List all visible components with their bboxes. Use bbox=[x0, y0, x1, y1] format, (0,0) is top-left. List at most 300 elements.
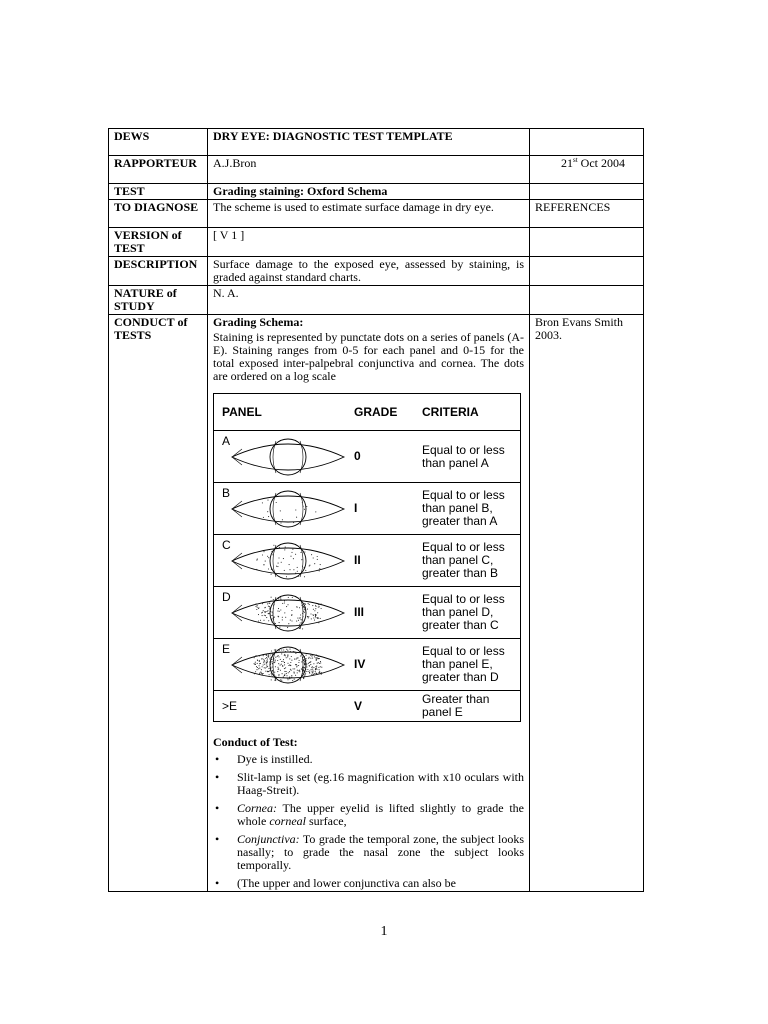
stain-dot bbox=[273, 674, 274, 675]
stain-dot bbox=[291, 675, 292, 676]
grading-row-b bbox=[214, 483, 520, 535]
stain-dot bbox=[318, 662, 319, 663]
stain-dot bbox=[304, 609, 305, 610]
stain-dot bbox=[315, 657, 316, 658]
stain-dot bbox=[302, 670, 303, 671]
stain-dot bbox=[315, 605, 316, 606]
stain-dot bbox=[271, 619, 272, 620]
stain-dot bbox=[286, 606, 287, 607]
stain-dot bbox=[303, 677, 304, 678]
stain-dot bbox=[304, 664, 305, 665]
stain-dot bbox=[264, 611, 265, 612]
stain-dot bbox=[254, 663, 255, 664]
stain-dot bbox=[268, 655, 269, 656]
stain-dot bbox=[305, 669, 306, 670]
stain-dot bbox=[255, 655, 256, 656]
references-label: REFERENCES bbox=[530, 200, 644, 228]
stain-dot bbox=[278, 656, 279, 657]
stain-dot bbox=[279, 611, 280, 612]
stain-dot bbox=[279, 547, 280, 548]
stain-dot bbox=[321, 667, 322, 668]
stain-dot bbox=[289, 649, 290, 650]
stain-dot bbox=[302, 549, 303, 550]
grade-value: IV bbox=[354, 657, 366, 671]
stain-dot bbox=[308, 658, 309, 659]
stain-dot bbox=[269, 670, 270, 671]
stain-dot bbox=[298, 670, 299, 671]
stain-dot bbox=[314, 673, 315, 674]
stain-dot bbox=[303, 672, 304, 673]
stain-dot bbox=[301, 619, 302, 620]
stain-dot bbox=[271, 569, 272, 570]
stain-dot bbox=[310, 661, 311, 662]
stain-dot bbox=[275, 657, 276, 658]
stain-dot bbox=[291, 620, 292, 621]
stain-dot bbox=[319, 570, 320, 571]
stain-dot bbox=[297, 571, 298, 572]
stain-dot bbox=[287, 655, 288, 656]
stain-dot bbox=[312, 655, 313, 656]
stain-dot bbox=[255, 671, 256, 672]
stain-dot bbox=[274, 604, 275, 605]
stain-dot bbox=[304, 656, 305, 657]
stain-dot bbox=[284, 549, 285, 550]
stain-dot bbox=[295, 554, 296, 555]
stain-dot bbox=[289, 664, 290, 665]
stain-dot bbox=[268, 568, 269, 569]
stain-dot bbox=[302, 566, 303, 567]
stain-dot bbox=[289, 569, 290, 570]
stain-dot bbox=[272, 653, 273, 654]
stain-dot bbox=[258, 620, 259, 621]
stain-dot bbox=[297, 670, 298, 671]
stain-dot bbox=[303, 668, 304, 669]
stain-dot bbox=[272, 667, 273, 668]
stain-dot bbox=[293, 522, 294, 523]
stain-dot bbox=[299, 624, 300, 625]
stain-dot bbox=[311, 669, 312, 670]
stain-dot bbox=[286, 657, 287, 658]
stain-dot bbox=[320, 661, 321, 662]
stain-dot bbox=[293, 651, 294, 652]
stain-dot bbox=[273, 658, 274, 659]
stain-dot bbox=[267, 661, 268, 662]
stain-dot bbox=[284, 662, 285, 663]
stain-dot bbox=[298, 620, 299, 621]
stain-dot bbox=[262, 502, 263, 503]
stain-dot bbox=[318, 622, 319, 623]
stain-dot bbox=[280, 522, 281, 523]
stain-dot bbox=[315, 511, 316, 512]
stain-dot bbox=[313, 671, 314, 672]
stain-dot bbox=[290, 651, 291, 652]
stain-dot bbox=[305, 660, 306, 661]
criteria-text: Equal to or less than panel D, greater than C bbox=[422, 592, 505, 632]
stain-dot bbox=[259, 674, 260, 675]
test-label: TEST bbox=[109, 184, 208, 200]
stain-dot bbox=[267, 500, 268, 501]
stain-dot bbox=[296, 666, 297, 667]
stain-dot bbox=[258, 607, 259, 608]
stain-dot bbox=[320, 564, 321, 565]
stain-dot bbox=[257, 605, 258, 606]
list-item: • Conjunctiva: To grade the temporal zone, the subject looks nasally; to grade the nasal zone the subject looks temporally. bbox=[237, 833, 524, 872]
stain-dot bbox=[278, 608, 279, 609]
stain-dot bbox=[299, 671, 300, 672]
stain-dot bbox=[271, 574, 272, 575]
stain-dot bbox=[302, 607, 303, 608]
stain-dot bbox=[275, 547, 276, 548]
stain-dot bbox=[285, 546, 286, 547]
stain-dot bbox=[309, 657, 310, 658]
stain-dot bbox=[256, 569, 257, 570]
stain-dot bbox=[279, 650, 280, 651]
stain-dot bbox=[315, 615, 316, 616]
stain-dot bbox=[287, 663, 288, 664]
stain-dot bbox=[299, 628, 300, 629]
stain-dot bbox=[257, 559, 258, 560]
criteria-text: Equal to or less than panel B, greater than A bbox=[422, 488, 505, 528]
stain-dot bbox=[266, 617, 267, 618]
stain-dot bbox=[263, 610, 264, 611]
grading-row-d bbox=[214, 587, 520, 639]
stain-dot bbox=[289, 564, 290, 565]
stain-dot bbox=[280, 597, 281, 598]
stain-dot bbox=[263, 662, 264, 663]
stain-dot bbox=[304, 603, 305, 604]
stain-dot bbox=[306, 655, 307, 656]
stain-dot bbox=[318, 618, 319, 619]
empty-cell bbox=[530, 257, 644, 286]
stain-dot bbox=[307, 616, 308, 617]
stain-dot bbox=[268, 654, 269, 655]
stain-dot bbox=[296, 606, 297, 607]
stain-dot bbox=[277, 652, 278, 653]
stain-dot bbox=[314, 563, 315, 564]
grading-row-beyond-e bbox=[214, 691, 520, 721]
stain-dot bbox=[281, 661, 282, 662]
stain-dot bbox=[257, 607, 258, 608]
conduct-of-test-title: Conduct of Test: bbox=[213, 735, 298, 749]
stain-dot bbox=[315, 606, 316, 607]
stain-dot bbox=[280, 665, 281, 666]
stain-dot bbox=[299, 607, 300, 608]
stain-dot bbox=[275, 676, 276, 677]
empty-cell bbox=[530, 184, 644, 200]
stain-dot bbox=[290, 556, 291, 557]
stain-dot bbox=[289, 677, 290, 678]
stain-dot bbox=[273, 659, 274, 660]
grade-value: II bbox=[354, 553, 361, 567]
stain-dot bbox=[290, 662, 291, 663]
stain-dot bbox=[291, 660, 292, 661]
stain-dot bbox=[284, 654, 285, 655]
stain-dot bbox=[289, 671, 290, 672]
stain-dot bbox=[279, 622, 280, 623]
stain-dot bbox=[294, 679, 295, 680]
stain-dot bbox=[257, 659, 258, 660]
stain-dot bbox=[288, 597, 289, 598]
stain-dot bbox=[271, 679, 272, 680]
stain-dot bbox=[286, 600, 287, 601]
stain-dot bbox=[294, 673, 295, 674]
stain-dot bbox=[271, 674, 272, 675]
stain-dot bbox=[300, 622, 301, 623]
stain-dot bbox=[309, 670, 310, 671]
stain-dot bbox=[272, 670, 273, 671]
stain-dot bbox=[280, 679, 281, 680]
stain-dot bbox=[315, 617, 316, 618]
stain-dot bbox=[294, 659, 295, 660]
stain-dot bbox=[255, 664, 256, 665]
stain-dot bbox=[255, 606, 256, 607]
stain-dot bbox=[312, 605, 313, 606]
stain-dot bbox=[267, 603, 268, 604]
stain-dot bbox=[280, 609, 281, 610]
stain-dot bbox=[263, 620, 264, 621]
stain-dot bbox=[306, 663, 307, 664]
stain-dot bbox=[275, 623, 276, 624]
stain-dot bbox=[313, 667, 314, 668]
test-value: Grading staining: Oxford Schema bbox=[208, 184, 530, 200]
stain-dot bbox=[275, 660, 276, 661]
stain-dot bbox=[263, 655, 264, 656]
stain-dot bbox=[263, 564, 264, 565]
list-item: • (The upper and lower conjunctiva can also be bbox=[237, 877, 524, 890]
stain-dot bbox=[284, 602, 285, 603]
stain-dot bbox=[313, 557, 314, 558]
stain-dot bbox=[294, 651, 295, 652]
stain-dot bbox=[300, 617, 301, 618]
stain-dot bbox=[303, 660, 304, 661]
stain-dot bbox=[302, 657, 303, 658]
stain-dot bbox=[304, 567, 305, 568]
stain-dot bbox=[262, 554, 263, 555]
stain-dot bbox=[291, 670, 292, 671]
stain-dot bbox=[304, 675, 305, 676]
stain-dot bbox=[286, 675, 287, 676]
stain-dot bbox=[282, 603, 283, 604]
stain-dot bbox=[319, 568, 320, 569]
stain-dot bbox=[319, 663, 320, 664]
stain-dot bbox=[284, 664, 285, 665]
stain-dot bbox=[269, 658, 270, 659]
stain-dot bbox=[293, 569, 294, 570]
conduct-label: CONDUCT of TESTS bbox=[109, 315, 208, 892]
stain-dot bbox=[305, 570, 306, 571]
stain-dot bbox=[311, 667, 312, 668]
stain-dot bbox=[303, 606, 304, 607]
stain-dot bbox=[272, 655, 273, 656]
stain-dot bbox=[317, 559, 318, 560]
stain-dot bbox=[278, 663, 279, 664]
stain-dot bbox=[311, 618, 312, 619]
stain-dot bbox=[258, 668, 259, 669]
version-value: [ V 1 ] bbox=[208, 228, 530, 257]
list-item: • Dye is instilled. bbox=[237, 753, 524, 766]
stain-dot bbox=[276, 566, 277, 567]
stain-dot bbox=[265, 607, 266, 608]
stain-dot bbox=[263, 673, 264, 674]
stain-dot bbox=[304, 509, 305, 510]
stain-dot bbox=[269, 661, 270, 662]
stain-dot bbox=[290, 620, 291, 621]
stain-dot bbox=[265, 561, 266, 562]
stain-dot bbox=[293, 668, 294, 669]
stain-dot bbox=[303, 616, 304, 617]
stain-dot bbox=[303, 506, 304, 507]
stain-dot bbox=[268, 606, 269, 607]
stain-dot bbox=[304, 663, 305, 664]
stain-dot bbox=[298, 576, 299, 577]
stain-dot bbox=[265, 671, 266, 672]
stain-dot bbox=[319, 672, 320, 673]
stain-dot bbox=[283, 558, 284, 559]
stain-dot bbox=[290, 669, 291, 670]
stain-dot bbox=[299, 660, 300, 661]
schema-text: Staining is represented by punctate dots on a series of panels (A-E). Staining ranges from 0-5 for each panel and 0-15 for the total exposed inter-palpebral conjunctiva and cornea. The dots are ordered on a log scale bbox=[213, 330, 524, 383]
stain-dot bbox=[307, 669, 308, 670]
stain-dot bbox=[281, 680, 282, 681]
stain-dot bbox=[315, 614, 316, 615]
stain-dot bbox=[317, 556, 318, 557]
stain-dot bbox=[318, 658, 319, 659]
stain-dot bbox=[315, 673, 316, 674]
stain-dot bbox=[283, 659, 284, 660]
stain-dot bbox=[284, 668, 285, 669]
eye-diagram-d bbox=[228, 593, 348, 633]
grade-value: III bbox=[354, 605, 365, 619]
stain-dot bbox=[285, 617, 286, 618]
criteria-text: Equal to or less than panel C, greater than B bbox=[422, 540, 505, 580]
stain-dot bbox=[274, 649, 275, 650]
stain-dot bbox=[278, 674, 279, 675]
stain-dot bbox=[309, 604, 310, 605]
stain-dot bbox=[284, 671, 285, 672]
empty-cell bbox=[530, 228, 644, 257]
stain-dot bbox=[268, 620, 269, 621]
stain-dot bbox=[271, 621, 272, 622]
stain-dot bbox=[304, 576, 305, 577]
stain-dot bbox=[259, 660, 260, 661]
conduct-content bbox=[208, 315, 530, 892]
page-number: 1 bbox=[380, 924, 388, 939]
stain-dot bbox=[282, 519, 283, 520]
stain-dot bbox=[278, 616, 279, 617]
stain-dot bbox=[288, 623, 289, 624]
stain-dot bbox=[268, 516, 269, 517]
stain-dot bbox=[277, 667, 278, 668]
stain-dot bbox=[271, 661, 272, 662]
stain-dot bbox=[283, 661, 284, 662]
stain-dot bbox=[277, 566, 278, 567]
stain-dot bbox=[264, 664, 265, 665]
eye-diagram-e bbox=[228, 645, 348, 685]
stain-dot bbox=[287, 627, 288, 628]
stain-dot bbox=[273, 618, 274, 619]
stain-dot bbox=[274, 672, 275, 673]
stain-dot bbox=[262, 603, 263, 604]
description-value: Surface damage to the exposed eye, assessed by staining, is graded against standard charts. bbox=[208, 257, 530, 286]
stain-dot bbox=[306, 506, 307, 507]
stain-dot bbox=[259, 668, 260, 669]
stain-dot bbox=[296, 658, 297, 659]
stain-dot bbox=[306, 671, 307, 672]
stain-dot bbox=[259, 672, 260, 673]
stain-dot bbox=[317, 655, 318, 656]
stain-dot bbox=[268, 557, 269, 558]
stain-dot bbox=[300, 655, 301, 656]
stain-dot bbox=[304, 551, 305, 552]
stain-dot bbox=[270, 600, 271, 601]
stain-dot bbox=[303, 670, 304, 671]
empty-cell bbox=[530, 286, 644, 315]
stain-dot bbox=[273, 605, 274, 606]
stain-dot bbox=[270, 611, 271, 612]
stain-dot bbox=[317, 658, 318, 659]
stain-dot bbox=[304, 607, 305, 608]
stain-dot bbox=[320, 666, 321, 667]
stain-dot bbox=[298, 662, 299, 663]
conduct-steps-list bbox=[213, 753, 524, 890]
stain-dot bbox=[302, 613, 303, 614]
stain-dot bbox=[293, 672, 294, 673]
stain-dot bbox=[313, 663, 314, 664]
panel-header: PANEL bbox=[222, 404, 262, 419]
stain-dot bbox=[283, 676, 284, 677]
stain-dot bbox=[256, 666, 257, 667]
stain-dot bbox=[266, 660, 267, 661]
stain-dot bbox=[301, 661, 302, 662]
grading-row-c bbox=[214, 535, 520, 587]
stain-dot bbox=[264, 660, 265, 661]
stain-dot bbox=[292, 680, 293, 681]
stain-dot bbox=[309, 565, 310, 566]
stain-dot bbox=[260, 620, 261, 621]
stain-dot bbox=[267, 671, 268, 672]
stain-dot bbox=[268, 668, 269, 669]
stain-dot bbox=[298, 665, 299, 666]
stain-dot bbox=[284, 675, 285, 676]
stain-dot bbox=[273, 599, 274, 600]
stain-dot bbox=[281, 562, 282, 563]
eye-diagram-b bbox=[228, 489, 348, 529]
stain-dot bbox=[309, 665, 310, 666]
stain-dot bbox=[321, 608, 322, 609]
stain-dot bbox=[308, 616, 309, 617]
stain-dot bbox=[296, 517, 297, 518]
panel-label: C bbox=[222, 538, 231, 552]
stain-dot bbox=[266, 665, 267, 666]
stain-dot bbox=[303, 611, 304, 612]
criteria-text: Equal to or less than panel A bbox=[422, 442, 505, 470]
stain-dot bbox=[279, 627, 280, 628]
stain-dot bbox=[305, 663, 306, 664]
stain-dot bbox=[315, 608, 316, 609]
stain-dot bbox=[318, 607, 319, 608]
stain-dot bbox=[281, 664, 282, 665]
stain-dot bbox=[266, 667, 267, 668]
stain-dot bbox=[266, 657, 267, 658]
stain-dot bbox=[267, 610, 268, 611]
stain-dot bbox=[271, 673, 272, 674]
grade-value: 0 bbox=[354, 449, 361, 463]
stain-dot bbox=[271, 650, 272, 651]
stain-dot bbox=[278, 557, 279, 558]
stain-dot bbox=[317, 612, 318, 613]
list-item: • Slit-lamp is set (eg.16 magnification with x10 oculars with Haag-Streit). bbox=[237, 771, 524, 797]
stain-dot bbox=[281, 653, 282, 654]
